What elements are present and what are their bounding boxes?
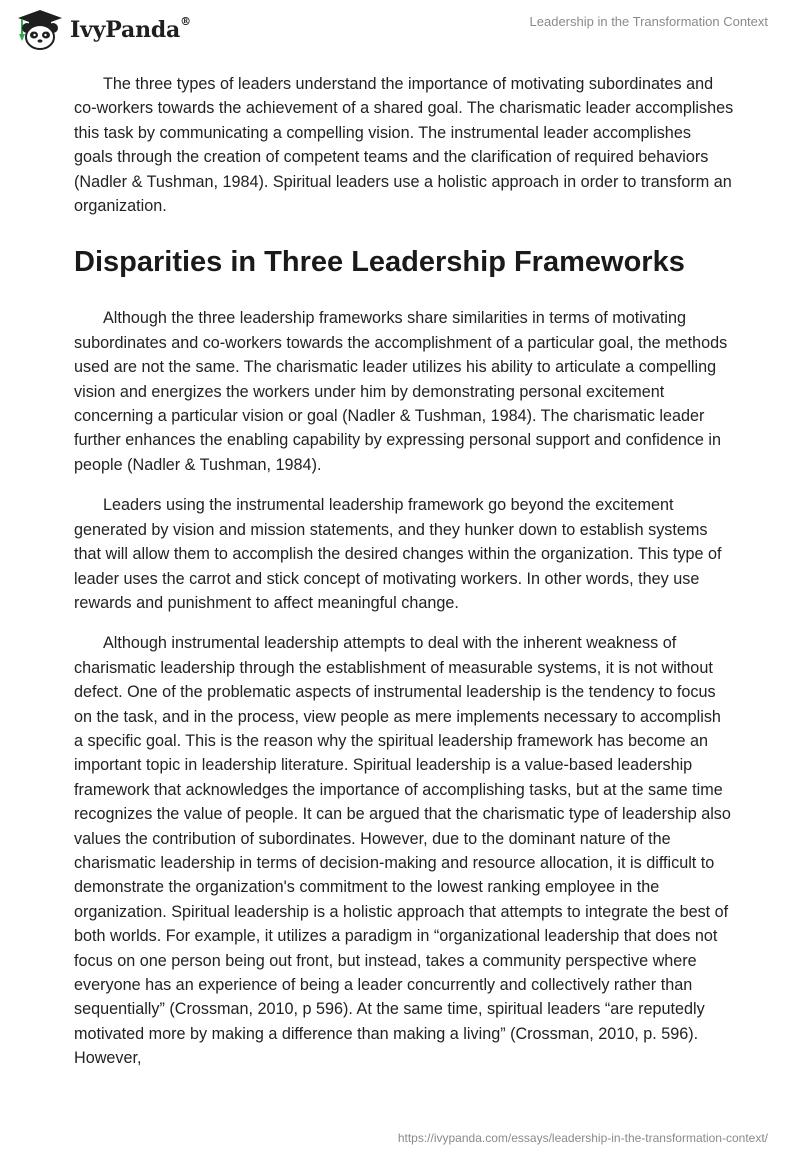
document-title: Leadership in the Transformation Context: [529, 14, 768, 29]
registered-mark: ®: [180, 15, 191, 28]
paragraph: Although instrumental leadership attempts to deal with the inherent weakness of charismatic leadership through the establishment of measurable systems, it is not without defect. One of the problematic aspects of instrumental leadership is the tendency to focus on the task, and in the process, view people as mere implements necessary to accomplish a specific goal. This is the reason why the spiritual leadership framework has become an important topic in leadership literature. Spiritual leadership is a value-based leadership framework that acknowledges the importance of accomplishing tasks, but at the same time recognizes the value of people. It can be argued that the charismatic type of leadership also values the contribution of subordinates. However, due to the dominant nature of the charismatic leadership in terms of decision-making and resource allocation, it is difficult to demonstrate the organization's commitment to the lowest ranking employee in the organization. Spiritual leadership is a holistic approach that attempts to integrate the best of both worlds. For example, it utilizes a paradigm in “organizational leadership that does not focus on one person being out front, but instead, takes a community perspective where everyone has an experience of being a leader concurrently and collectively rather than sequentially” (Crossman, 2010, p 596). At the same time, spiritual leaders “are reputedly motivated more by making a difference than making a living” (Crossman, 2010, p. 596). However,: [74, 634, 731, 1068]
section-heading: Disparities in Three Leadership Frameworks: [74, 246, 685, 279]
page-header: [0, 0, 800, 60]
paragraph: Although the three leadership frameworks share similarities in terms of motivating subordinates and co-workers towards the accomplishment of a particular goal, the methods used are not the same. The charismatic leader utilizes his ability to articulate a compelling vision and energizes the workers under him by demonstrating personal excitement concerning a particular vision or goal (Nadler & Tushman, 1984). The charismatic leader further enhances the enabling capability by expressing personal support and confidence in people (Nadler & Tushman, 1984).: [74, 309, 728, 474]
panda-graduation-cap-icon: [14, 8, 66, 52]
brand-logo-link[interactable]: [14, 8, 191, 52]
brand-name-text: IvyPanda: [70, 17, 181, 43]
paragraph: The three types of leaders understand the importance of motivating subordinates and co-workers towards the achievement of a shared goal. The charismatic leader accomplishes this task by communicating a compelling vision. The instrumental leader accomplishes goals through the creation of competent teams and the clarification of required behaviors (Nadler & Tushman, 1984). Spiritual leaders use a holistic approach in order to transform an organization.: [74, 75, 734, 216]
paragraph: Leaders using the instrumental leadership framework go beyond the excitement generated by vision and mission statements, and they hunker down to establish systems that will allow them to accomplish the desired changes within the organization. This type of leader uses the carrot and stick concept of motivating workers. In other words, they use rewards and punishment to affect meaningful change.: [74, 496, 722, 612]
essay-body: [74, 72, 734, 1087]
brand-name: [70, 17, 191, 43]
source-url-link[interactable]: https://ivypanda.com/essays/leadership-in-the-transformation-context/: [397, 1131, 768, 1145]
